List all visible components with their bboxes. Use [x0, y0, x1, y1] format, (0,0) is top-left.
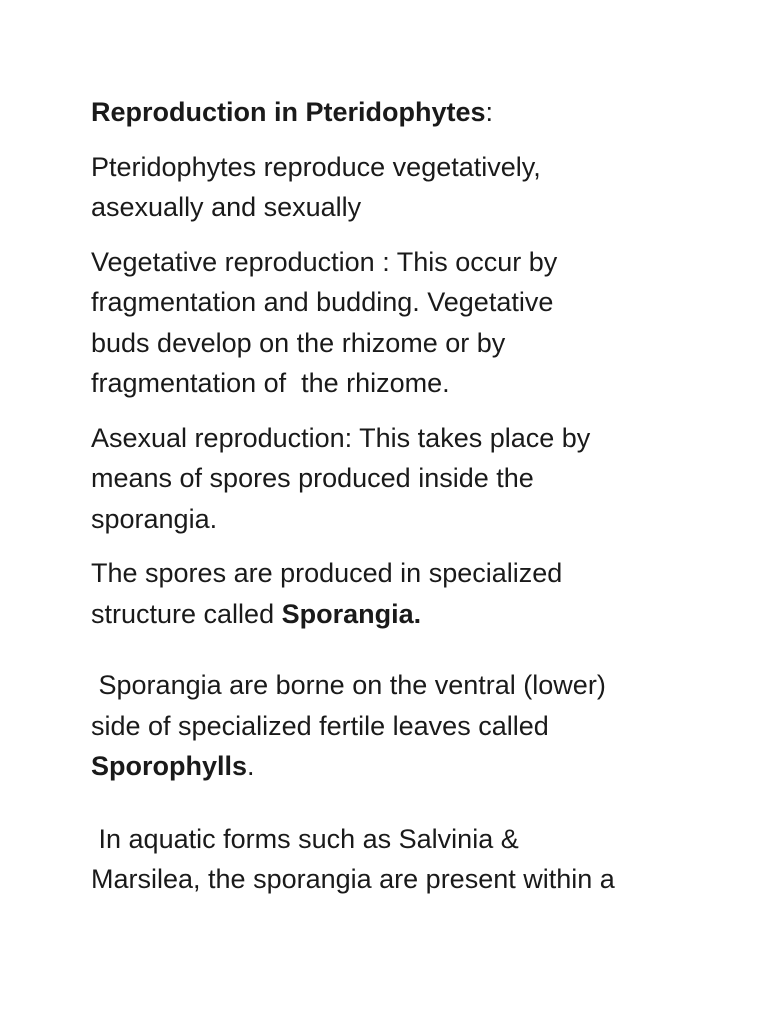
paragraph-asexual-reproduction — [91, 418, 711, 540]
paragraph-line: The spores are produced in specialized — [91, 558, 563, 588]
section-heading — [91, 92, 711, 133]
term-sporangia: Sporangia. — [281, 598, 422, 629]
paragraph-line: Asexual reproduction: This takes place by — [91, 422, 591, 453]
paragraph-sporangia-structure — [91, 553, 711, 634]
paragraph-line: Sporangia are borne on the ventral (lower) — [91, 670, 606, 700]
term-sporophylls: Sporophylls — [91, 751, 248, 781]
paragraph-line: Marsilea, the sporangia are present within a — [91, 864, 615, 894]
paragraph-line: buds develop on the rhizome or by — [91, 327, 506, 358]
paragraph-line: fragmentation of the rhizome. — [91, 368, 450, 398]
document-page — [91, 92, 711, 900]
paragraph-aquatic-forms — [91, 819, 711, 900]
sporophylls-period: . — [247, 751, 255, 781]
paragraph-line: structure called — [91, 598, 282, 629]
paragraph-line: sporangia. — [91, 503, 218, 534]
paragraph-sporophylls — [91, 665, 711, 787]
heading-bold-text: Reproduction in Pteridophytes — [91, 97, 486, 127]
paragraph-overview — [91, 147, 711, 228]
paragraph-line: Vegetative reproduction : This occur by — [91, 246, 558, 277]
paragraph-line: side of specialized fertile leaves called — [91, 710, 549, 741]
paragraph-vegetative-reproduction — [91, 242, 711, 404]
heading-colon: : — [485, 97, 494, 127]
paragraph-line: means of spores produced inside the — [91, 463, 534, 493]
paragraph-line: Pteridophytes reproduce vegetatively, — [91, 151, 541, 182]
paragraph-line: asexually and sexually — [91, 192, 362, 222]
paragraph-line: In aquatic forms such as Salvinia & — [91, 823, 519, 854]
paragraph-line: fragmentation and budding. Vegetative — [91, 287, 554, 317]
